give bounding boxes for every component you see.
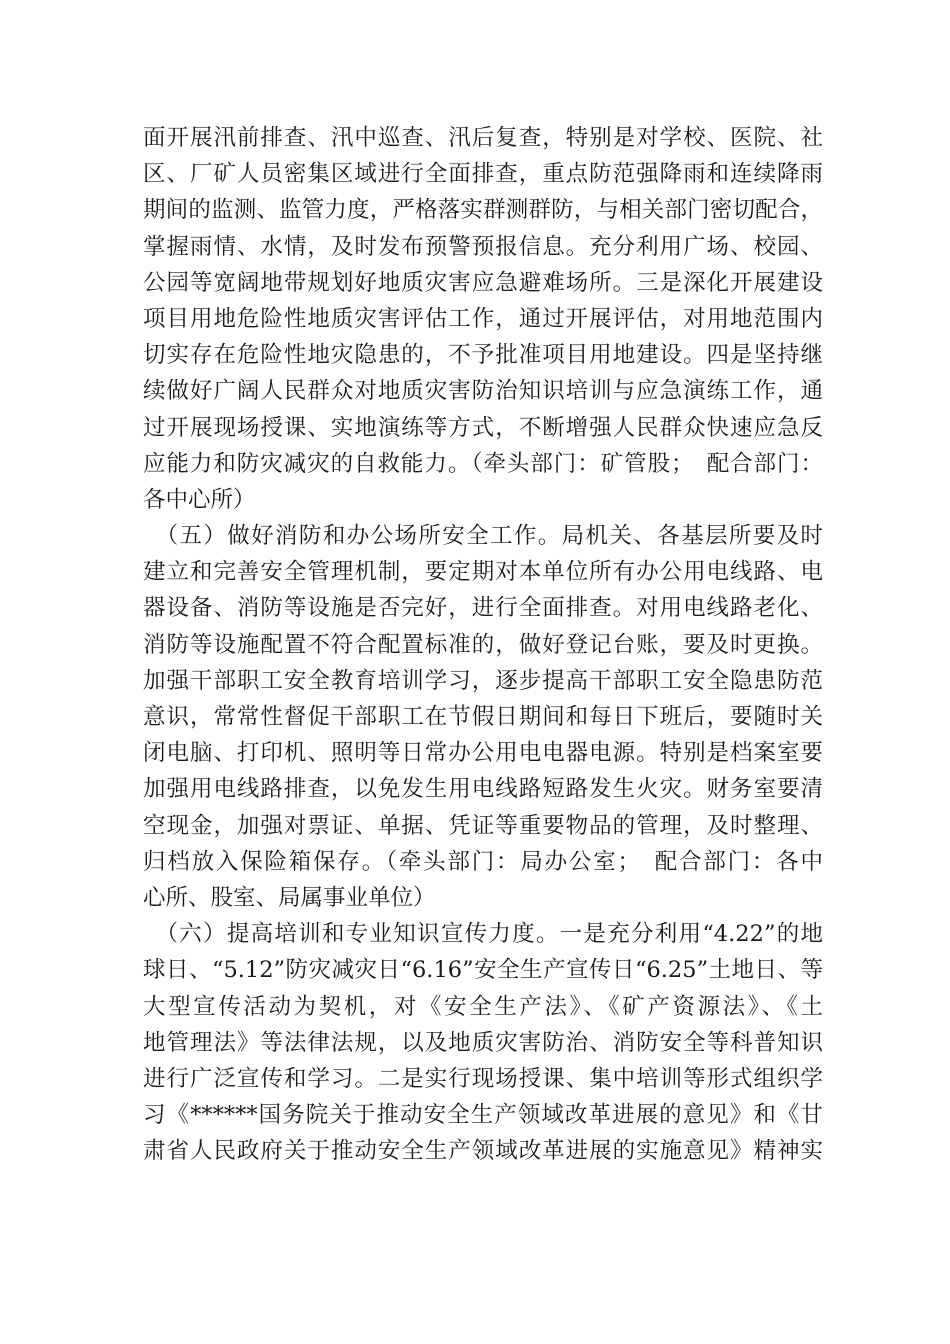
text-line: 应能力和防灾减灾的自救能力。（牵头部门：矿管股； 配合部门： xyxy=(143,450,823,477)
text-line: 球日、“5.12”防灾减灾日“6.16”安全生产宣传日“6.25”土地日、等 xyxy=(143,957,823,984)
text-line: 进行广泛宣传和学习。二是实行现场授课、集中培训等形式组织学 xyxy=(143,1065,823,1092)
text-line: 习《******国务院关于推动安全生产领域改革进展的意见》和《甘 xyxy=(143,1102,823,1129)
text-line: 心所、股室、局属事业单位） xyxy=(143,884,436,911)
text-line: （六）提高培训和专业知识宣传力度。一是充分利用“4.22”的地 xyxy=(143,921,823,948)
text-line: 消防等设施配置不符合配置标准的，做好登记台账，要及时更换。 xyxy=(143,631,823,658)
text-line: 加强用电线路排查，以免发生用电线路短路发生火灾。财务室要清 xyxy=(143,776,823,803)
text-line: 加强干部职工安全教育培训学习，逐步提高干部职工安全隐患防范 xyxy=(143,667,823,694)
text-line: 各中心所） xyxy=(143,486,256,513)
text-line: 掌握雨情、水情，及时发布预警预报信息。充分利用广场、校园、 xyxy=(143,233,823,260)
document-body-text xyxy=(143,120,823,1169)
text-line: 地管理法》等法律法规，以及地质灾害防治、消防安全等科普知识 xyxy=(143,1029,823,1056)
text-line: 意识，常常性督促干部职工在节假日期间和每日下班后，要随时关 xyxy=(143,704,823,730)
text-line: 器设备、消防等设施是否完好，进行全面排查。对用电线路老化、 xyxy=(143,595,823,622)
text-line: 区、厂矿人员密集区域进行全面排查，重点防范强降雨和连续降雨 xyxy=(143,161,823,188)
text-line: 续做好广阔人民群众对地质灾害防治知识培训与应急演练工作，通 xyxy=(143,378,823,405)
text-line: 切实存在危险性地灾隐患的，不予批准项目用地建设。四是坚持继 xyxy=(143,342,823,369)
text-line: （五）做好消防和办公场所安全工作。局机关、各基层所要及时 xyxy=(143,523,823,550)
text-line: 期间的监测、监管力度，严格落实群测群防，与相关部门密切配合， xyxy=(143,197,823,224)
text-line: 建立和完善安全管理机制，要定期对本单位所有办公用电线路、电 xyxy=(143,559,823,586)
text-line: 公园等宽阔地带规划好地质灾害应急避难场所。三是深化开展建设 xyxy=(143,269,823,296)
text-line: 面开展汛前排查、汛中巡查、汛后复查，特别是对学校、医院、社 xyxy=(143,125,823,151)
text-line: 闭电脑、打印机、照明等日常办公用电电器电源。特别是档案室要 xyxy=(143,740,823,767)
text-line: 空现金，加强对票证、单据、凭证等重要物品的管理，及时整理、 xyxy=(143,812,823,839)
text-line: 大型宣传活动为契机，对《安全生产法》、《矿产资源法》、《土 xyxy=(143,993,823,1020)
text-line: 肃省人民政府关于推动安全生产领域改革进展的实施意见》精神实 xyxy=(143,1138,823,1165)
text-line: 项目用地危险性地质灾害评估工作，通过开展评估，对用地范围内 xyxy=(143,305,823,332)
text-line: 归档放入保险箱保存。（牵头部门：局办公室； 配合部门：各中 xyxy=(143,848,823,875)
text-line: 过开展现场授课、实地演练等方式，不断增强人民群众快速应急反 xyxy=(143,414,823,441)
